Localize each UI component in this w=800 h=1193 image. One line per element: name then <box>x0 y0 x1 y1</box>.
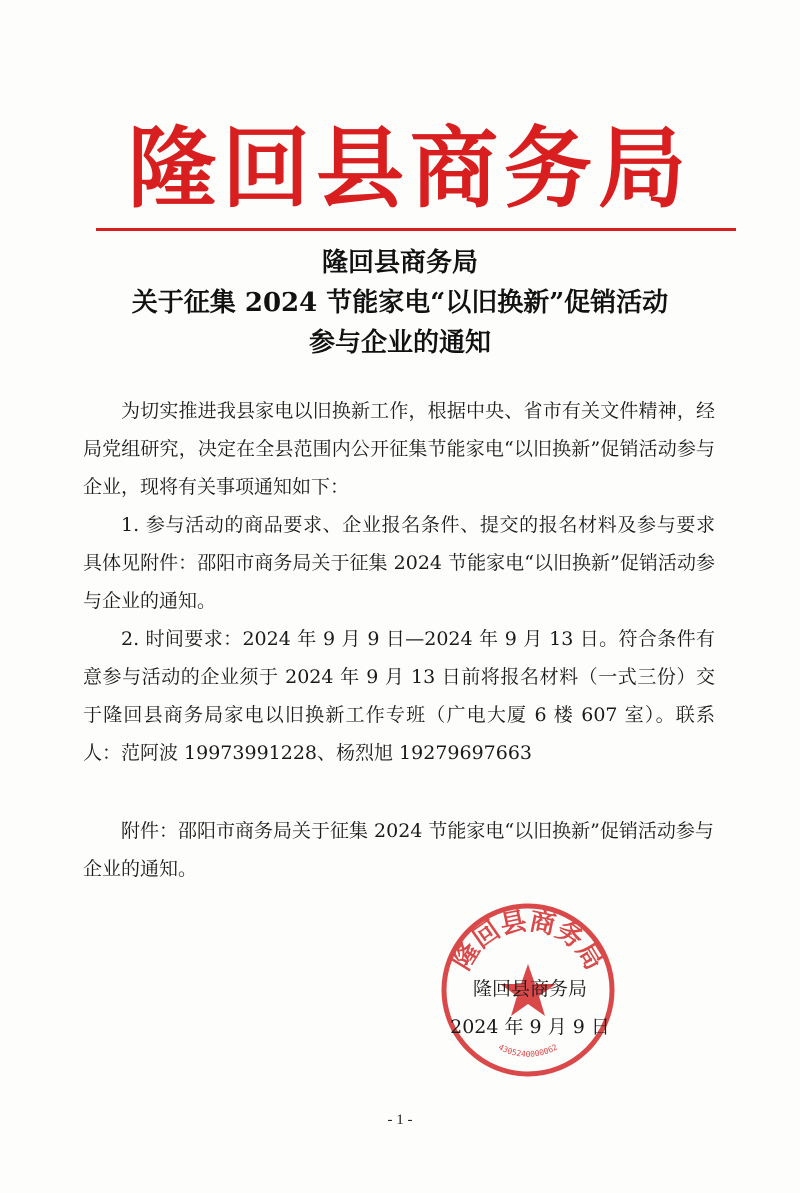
body-paragraph-item-1: 1. 参与活动的商品要求、企业报名条件、提交的报名材料及参与要求具体见附件：邵阳市商务局关于征集 2024 节能家电“以旧换新”促销活动参与企业的通知。 <box>83 514 715 612</box>
body-paragraph-intro: 为切实推进我县家电以旧换新工作，根据中央、省市有关文件精神，经局党组研究，决定在全县范围内公开征集节能家电“以旧换新”促销活动参与企业，现将有关事项通知如下： <box>83 400 715 498</box>
page-number: - 1 - <box>387 1112 413 1128</box>
title-line-3: 参与企业的通知 <box>308 328 491 358</box>
title-line-2: 关于征集 2024 节能家电“以旧换新”促销活动 <box>131 288 669 318</box>
seal-arc-text: 隆回县商务局 <box>447 906 609 976</box>
document-body <box>83 392 715 772</box>
attachment-note <box>83 812 715 888</box>
letterhead-title: 隆回县商务局 <box>127 116 692 220</box>
attachment-text: 附件：邵阳市商务局关于征集 2024 节能家电“以旧换新”促销活动参与企业的通知。 <box>83 820 714 880</box>
seal-code-text: 4305240000062 <box>496 1042 560 1059</box>
signature-org: 隆回县商务局 <box>472 978 587 1000</box>
signature-block <box>420 970 640 1046</box>
title-line-1: 隆回县商务局 <box>321 248 478 278</box>
body-paragraph-item-2: 2. 时间要求：2024 年 9 月 9 日—2024 年 9 月 13 日。符合条件有意参与活动的企业须于 2024 年 9 月 13 日前将报名材料（一式三份）交于隆回县商务局家电以旧换新工作专班（广电大厦 6 楼 607 室）。联系人：范阿波 19973991228、杨烈旭 19279697663 <box>83 628 715 764</box>
document-title <box>60 243 740 363</box>
letterhead-divider <box>96 228 736 231</box>
signature-date: 2024 年 9 月 9 日 <box>450 1016 610 1038</box>
